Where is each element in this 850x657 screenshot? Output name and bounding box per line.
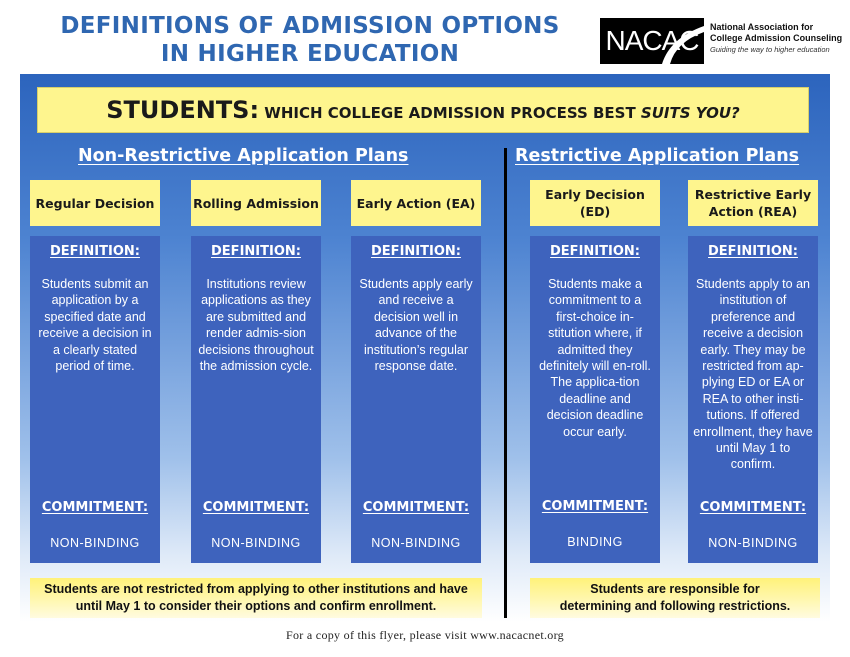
definition-heading: DEFINITION:	[371, 244, 461, 259]
banner-suits-you: SUITS YOU?	[640, 104, 740, 122]
plan-card-early-decision	[530, 236, 660, 563]
org-tagline: Guiding the way to higher education	[710, 45, 830, 54]
definition-heading: DEFINITION:	[50, 244, 140, 259]
commitment-heading: COMMITMENT:	[41, 500, 149, 515]
definition-heading: DEFINITION:	[550, 244, 640, 259]
commitment-heading: COMMITMENT:	[202, 500, 310, 515]
definition-text: Institutions review applications as they are submitted and render admis-sion decisions throughout the admission cycle.	[198, 277, 314, 374]
commitment-value: BINDING	[567, 535, 623, 549]
plan-card-early-action	[351, 236, 481, 563]
definition-text: Students submit an application by a specified date and receive a decision in a clearly stated period of time.	[38, 277, 152, 374]
commitment-heading: COMMITMENT:	[541, 499, 649, 514]
commitment-heading: COMMITMENT:	[699, 500, 807, 515]
note-non-restrictive-text: Students are not restricted from applying to other institutions and have until May 1 to consider their options and confirm enrollment.	[44, 582, 468, 613]
definition-text: Students apply to an institution of preference and receive a decision early. They may be restricted from ap-plying ED or EA or REA to other insti-tutions. If offered enrollment, they have until May 1 to confirm.	[693, 277, 813, 472]
definition-heading: DEFINITION:	[211, 244, 301, 259]
plan-name-restrictive-early-action: Restrictive Early Action (REA)	[688, 180, 818, 226]
commitment-value: NON-BINDING	[371, 536, 461, 550]
commitment-value: NON-BINDING	[211, 536, 301, 550]
plan-name-early-decision: Early Decision (ED)	[530, 180, 660, 226]
note-non-restrictive	[30, 578, 482, 618]
org-name	[710, 22, 850, 44]
commitment-heading: COMMITMENT:	[362, 500, 470, 515]
definition-heading: DEFINITION:	[708, 244, 798, 259]
section-title-restrictive: Restrictive Application Plans	[515, 146, 800, 166]
note-restrictive	[530, 578, 820, 618]
section-divider	[504, 148, 507, 618]
banner-text	[38, 88, 808, 132]
logo-text: NACAC	[605, 25, 699, 56]
banner-question: WHICH COLLEGE ADMISSION PROCESS BEST	[259, 104, 641, 122]
plan-card-regular-decision	[30, 236, 160, 563]
page-title	[20, 12, 600, 68]
plan-name-early-action: Early Action (EA)	[351, 180, 481, 226]
question-banner	[38, 88, 808, 132]
commitment-value: NON-BINDING	[50, 536, 140, 550]
org-name-line-1: National Association for	[710, 22, 814, 32]
definition-text: Students make a commitment to a first-choice in-stitution where, if admitted they definitely will en-roll. The applica-tion deadline and decision deadline occur early.	[539, 277, 651, 439]
plan-card-rolling-admission	[191, 236, 321, 563]
footer-text: For a copy of this flyer, please visit www.nacacnet.org	[286, 628, 564, 642]
banner-students: STUDENTS:	[106, 96, 260, 124]
title-line-2: IN HIGHER EDUCATION	[160, 41, 460, 67]
section-title-non-restrictive: Non-Restrictive Application Plans	[78, 146, 409, 166]
org-name-line-2: College Admission Counseling	[710, 33, 843, 43]
commitment-value: NON-BINDING	[708, 536, 798, 550]
plan-name-rolling-admission: Rolling Admission	[191, 180, 321, 226]
definition-text: Students apply early and receive a decision well in advance of the institution’s regular response date.	[359, 277, 473, 374]
plan-name-regular-decision: Regular Decision	[30, 180, 160, 226]
plan-card-restrictive-early-action	[688, 236, 818, 563]
title-line-1: DEFINITIONS OF ADMISSION OPTIONS	[60, 13, 560, 39]
nacac-logo	[600, 18, 704, 64]
note-restrictive-text: Students are responsible for determining and following restrictions.	[559, 582, 791, 613]
